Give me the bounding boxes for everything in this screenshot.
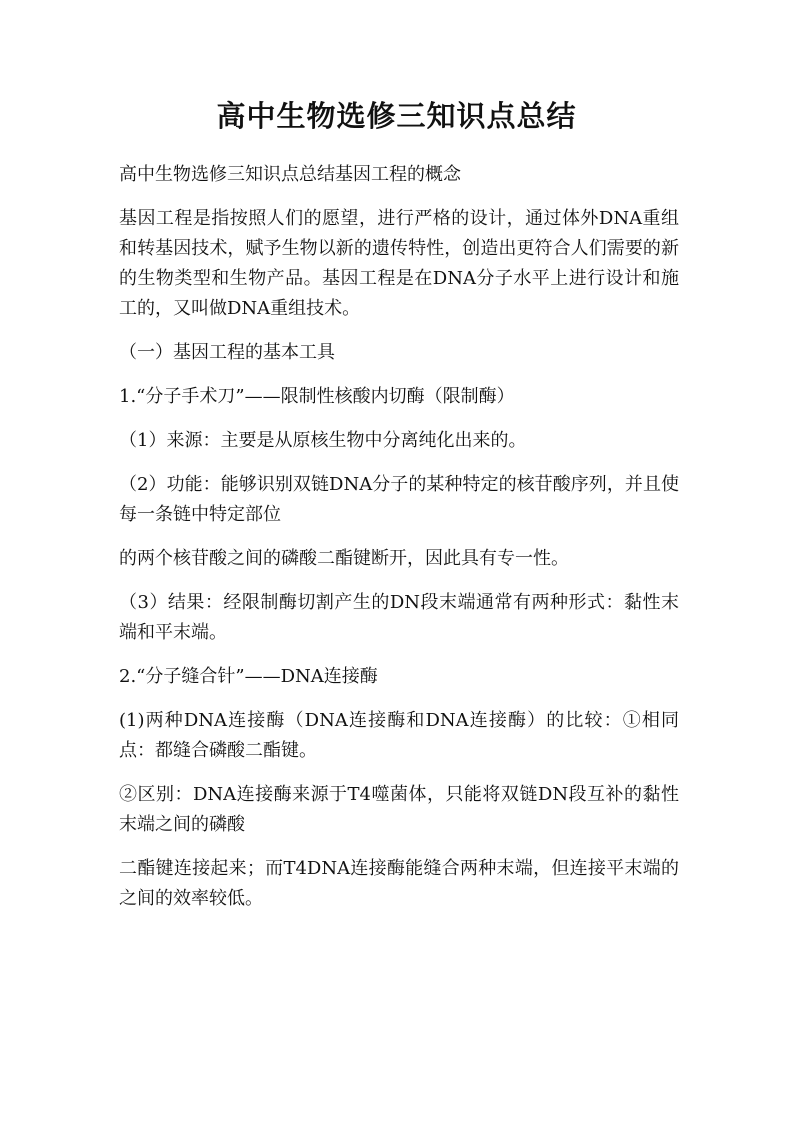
document-body [119,160,679,928]
paragraph: （3）结果：经限制酶切割产生的DN段末端通常有两种形式：黏性末端和平末端。 [119,592,679,643]
paragraph: 2.“分子缝合针”——DNA连接酶 [119,666,378,687]
paragraph: 高中生物选修三知识点总结基因工程的概念 [119,164,461,185]
paragraph: 1.“分子手术刀”——限制性核酸内切酶（限制酶） [119,386,515,407]
section-heading: （一）基因工程的基本工具 [119,342,335,363]
paragraph: (1)两种DNA连接酶（DNA连接酶和DNA连接酶）的比较：①相同点：都缝合磷酸二酯键。 [119,710,679,761]
document-title: 高中生物选修三知识点总结 [216,99,577,133]
paragraph: ②区别：DNA连接酶来源于T4噬菌体，只能将双链DN段互补的黏性末端之间的磷酸 [119,784,679,835]
paragraph: （2）功能：能够识别双链DNA分子的某种特定的核苷酸序列，并且使每一条链中特定部位 [119,474,679,525]
paragraph: （1）来源：主要是从原核生物中分离纯化出来的。 [119,430,527,451]
paragraph: 的两个核苷酸之间的磷酸二酯键断开，因此具有专一性。 [119,548,569,569]
paragraph: 基因工程是指按照人们的愿望，进行严格的设计，通过体外DNA重组和转基因技术，赋予生物以新的遗传特性，创造出更符合人们需要的新的生物类型和生物产品。基因工程是在DNA分子水平上进行设计和施工的，又叫做DNA重组技术。 [119,208,679,319]
paragraph: 二酯键连接起来；而T4DNA连接酶能缝合两种末端，但连接平末端的之间的效率较低。 [119,858,679,909]
